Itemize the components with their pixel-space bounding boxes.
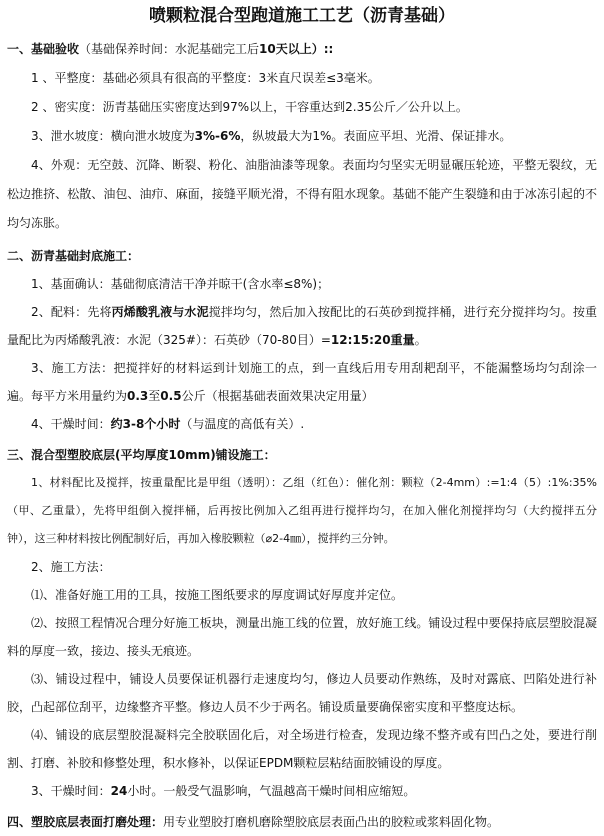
section-3-drying-paragraph (7, 777, 597, 805)
method-text-1: 3、施工方法：把搅拌好的材料运到计划施工的点，到一直线后用专用刮耙刮平，不能漏整场均匀刮涂一遍。每平方米用量约为 (7, 361, 597, 403)
step-2-paragraph: ⑵、按照工程情况合理分好施工板块，测量出施工线的位置，放好施工线。铺设过程中要保持底层塑胶混凝料的厚度一致，接边、接头无痕迹。 (7, 616, 597, 658)
section-4-text: 用专业塑胶打磨机磨除塑胶底层表面凸出的胶粒或浆料固化物。 (163, 815, 500, 829)
section-1 (7, 35, 597, 238)
section-1-heading (7, 35, 597, 64)
appearance-paragraph: 4、外观：无空鼓、沉降、断裂、粉化、油脂油漆等现象。表面均匀坚实无明显碾压轮迹，平整无裂纹，无松边推挤、松散、油包、油疖、麻面，接缝平顺光滑，不得有阻水现象。基础不能产生裂缝和由于冰冻引起的不均匀冻胀。 (7, 158, 597, 230)
document-title: 喷颗粒混合型跑道施工工艺（沥青基础） (149, 6, 455, 26)
section-3-drying-note: 小时。一般受气温影响，气温越高干燥时间相应缩短。 (127, 784, 416, 798)
step-4-paragraph: ⑷、铺设的底层塑胶混凝料完全胶联固化后，对全场进行检查，发现边缘不整齐或有凹凸之处，要进行削割、打磨、补胶和修整处理，积水修补，以保证EPDM颗粒层粘结面胶铺设的厚度。 (7, 728, 597, 770)
section-1-heading-label: 一、基础验收 (7, 42, 80, 56)
mixing-paragraph (7, 298, 597, 354)
section-4-heading: 四、塑胶底层表面打磨处理： (7, 815, 164, 829)
drying-duration: 约3-8个小时 (110, 417, 181, 431)
base-check-paragraph: 1、基面确认：基础彻底清洁干净并晾干(含水率≤8%)； (31, 277, 330, 291)
section-3-drying-label: 3、干燥时间： (31, 784, 111, 798)
section-1-heading-bold: 10天以上 (259, 42, 312, 56)
mixing-text-1: 2、配料：先将 (31, 305, 112, 319)
section-1-heading-note: （基础保养时间：水泥基础完工后 (79, 42, 260, 56)
drainage-slope-paragraph (7, 122, 597, 151)
mixing-ratio: 12:15:20重量 (330, 333, 415, 347)
section-3-drying-hours: 24 (110, 784, 128, 798)
density-paragraph: 2 、密实度：沥青基础压实密度达到97%以上，干容重达到2.35公斤／公升以上。 (31, 100, 468, 114)
drainage-slope-value: 3%-6% (194, 129, 241, 143)
section-3 (7, 441, 597, 805)
section-1-heading-end: ）:: (311, 42, 334, 56)
drying-label: 4、干燥时间： (31, 417, 111, 431)
step-1-paragraph: ⑴、准备好施工用的工具，按施工图纸要求的厚度调试好厚度并定位。 (31, 588, 404, 602)
construction-method-label: 2、施工方法： (31, 560, 111, 574)
flatness-paragraph: 1 、平整度：基础必须具有很高的平整度：3米直尺误差≤3毫米。 (31, 71, 380, 85)
mixing-emulsion: 丙烯酸乳液与水泥 (111, 305, 209, 319)
material-ratio-paragraph: 1、材料配比及搅拌，按重量配比是甲组（透明）：乙组（红色）：催化剂：颗粒（2-4mm）:=1:4（5）:1%:35%（甲、乙重量），先将甲组倒入搅拌桶，后再按比例加入乙组再进行搅拌均匀，在加入催化剂搅拌均匀（大约搅拌五分钟），这三种材料按比例配制好后，再加入橡胶颗粒（⌀2-4㎜），搅拌约三分钟。 (7, 476, 597, 545)
drying-note: （与温度的高低有关）. (180, 417, 305, 431)
section-2-heading: 二、沥青基础封底施工： (7, 249, 140, 263)
method-paragraph (7, 354, 597, 410)
step-3-paragraph: ⑶、铺设过程中，铺设人员要保证机器行走速度均匀，修边人员要动作熟练，及时对露底、凹陷处进行补胶，凸起部位刮平，边缘整齐平整。修边人员不少于两名。铺设质量要确保密实度和平整度达标。 (7, 672, 597, 714)
section-3-heading: 三、混合型塑胶底层(平均厚度10mm)铺设施工： (7, 448, 276, 462)
mixing-text-2: 搅拌均匀，然后加入按配比的石英砂到搅拌桶，进行充分搅拌均匀。按重量配比为丙烯酸乳液：水泥（325#）：石英砂（70-80目）= (7, 305, 597, 347)
drainage-slope-text-1: 3、泄水坡度：横向泄水坡度为 (31, 129, 195, 143)
method-min-amount: 0.3 (127, 389, 149, 403)
drainage-slope-text-2: ，纵坡最大为1%。表面应平坦、光滑、保证排水。 (240, 129, 512, 143)
method-max-amount: 0.5 (160, 389, 182, 403)
section-2 (7, 242, 597, 438)
drying-time-paragraph (7, 410, 597, 438)
mixing-text-3: 。 (414, 333, 427, 347)
method-text-3: 公斤（根据基础表面效果决定用量） (181, 389, 374, 403)
method-text-2: 至 (148, 389, 161, 403)
